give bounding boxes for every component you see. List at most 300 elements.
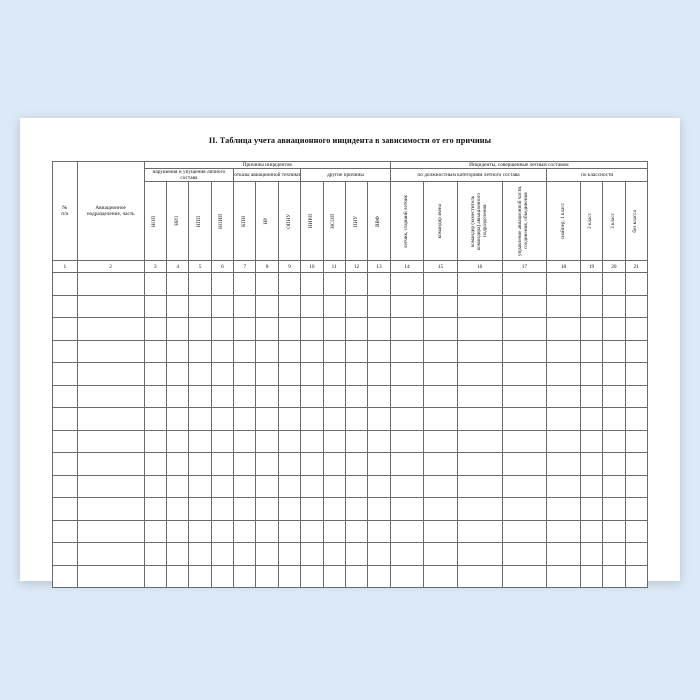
table-cell[interactable] — [580, 295, 602, 318]
table-cell[interactable] — [424, 295, 458, 318]
table-cell[interactable] — [547, 408, 581, 431]
table-cell[interactable] — [502, 385, 547, 408]
table-cell[interactable] — [424, 475, 458, 498]
table-cell[interactable] — [144, 385, 166, 408]
table-cell[interactable] — [301, 363, 323, 386]
table-cell[interactable] — [77, 543, 144, 566]
table-cell[interactable] — [345, 340, 367, 363]
table-cell[interactable] — [625, 273, 647, 296]
table-cell[interactable] — [368, 475, 391, 498]
table-cell[interactable] — [390, 340, 424, 363]
table-cell[interactable] — [234, 543, 256, 566]
table-cell[interactable] — [234, 340, 256, 363]
table-cell[interactable] — [301, 318, 323, 341]
table-cell[interactable] — [625, 295, 647, 318]
table-cell[interactable] — [301, 430, 323, 453]
table-cell[interactable] — [424, 408, 458, 431]
table-cell[interactable] — [53, 453, 78, 476]
table-cell[interactable] — [457, 408, 502, 431]
table-cell[interactable] — [301, 385, 323, 408]
table-cell[interactable] — [189, 565, 211, 588]
table-cell[interactable] — [301, 453, 323, 476]
table-cell[interactable] — [77, 385, 144, 408]
table-cell[interactable] — [77, 363, 144, 386]
table-row[interactable] — [53, 543, 648, 566]
table-cell[interactable] — [167, 430, 189, 453]
table-cell[interactable] — [256, 543, 278, 566]
table-cell[interactable] — [625, 475, 647, 498]
table-row[interactable] — [53, 295, 648, 318]
table-cell[interactable] — [502, 475, 547, 498]
table-cell[interactable] — [53, 498, 78, 521]
table-cell[interactable] — [256, 273, 278, 296]
table-cell[interactable] — [167, 543, 189, 566]
table-cell[interactable] — [580, 363, 602, 386]
table-cell[interactable] — [345, 385, 367, 408]
table-cell[interactable] — [603, 565, 625, 588]
table-cell[interactable] — [234, 475, 256, 498]
table-cell[interactable] — [189, 520, 211, 543]
table-cell[interactable] — [424, 565, 458, 588]
table-cell[interactable] — [547, 273, 581, 296]
table-cell[interactable] — [457, 385, 502, 408]
table-cell[interactable] — [77, 273, 144, 296]
table-cell[interactable] — [547, 565, 581, 588]
table-cell[interactable] — [390, 520, 424, 543]
table-cell[interactable] — [603, 295, 625, 318]
table-cell[interactable] — [211, 295, 233, 318]
table-cell[interactable] — [53, 340, 78, 363]
table-cell[interactable] — [368, 408, 391, 431]
table-cell[interactable] — [390, 565, 424, 588]
table-cell[interactable] — [53, 363, 78, 386]
table-cell[interactable] — [502, 453, 547, 476]
table-cell[interactable] — [278, 543, 300, 566]
table-cell[interactable] — [211, 340, 233, 363]
table-cell[interactable] — [211, 385, 233, 408]
table-cell[interactable] — [189, 475, 211, 498]
table-cell[interactable] — [424, 543, 458, 566]
table-cell[interactable] — [390, 408, 424, 431]
table-cell[interactable] — [345, 273, 367, 296]
table-cell[interactable] — [368, 385, 391, 408]
table-cell[interactable] — [603, 498, 625, 521]
table-cell[interactable] — [390, 475, 424, 498]
table-cell[interactable] — [278, 295, 300, 318]
table-cell[interactable] — [278, 273, 300, 296]
table-cell[interactable] — [256, 565, 278, 588]
table-cell[interactable] — [189, 385, 211, 408]
table-cell[interactable] — [278, 520, 300, 543]
table-cell[interactable] — [211, 408, 233, 431]
table-cell[interactable] — [368, 565, 391, 588]
table-cell[interactable] — [189, 408, 211, 431]
table-cell[interactable] — [144, 475, 166, 498]
table-cell[interactable] — [580, 318, 602, 341]
table-cell[interactable] — [211, 273, 233, 296]
table-cell[interactable] — [323, 408, 345, 431]
table-cell[interactable] — [167, 520, 189, 543]
table-cell[interactable] — [345, 565, 367, 588]
table-cell[interactable] — [234, 498, 256, 521]
table-cell[interactable] — [234, 430, 256, 453]
table-cell[interactable] — [368, 520, 391, 543]
table-cell[interactable] — [547, 385, 581, 408]
table-cell[interactable] — [502, 565, 547, 588]
table-cell[interactable] — [256, 498, 278, 521]
table-cell[interactable] — [256, 340, 278, 363]
table-cell[interactable] — [457, 273, 502, 296]
table-cell[interactable] — [580, 565, 602, 588]
table-row[interactable] — [53, 475, 648, 498]
table-cell[interactable] — [547, 475, 581, 498]
table-cell[interactable] — [625, 385, 647, 408]
table-cell[interactable] — [502, 318, 547, 341]
table-cell[interactable] — [580, 430, 602, 453]
table-cell[interactable] — [603, 475, 625, 498]
table-cell[interactable] — [234, 385, 256, 408]
table-cell[interactable] — [603, 318, 625, 341]
table-cell[interactable] — [390, 453, 424, 476]
table-cell[interactable] — [211, 520, 233, 543]
table-cell[interactable] — [167, 340, 189, 363]
table-cell[interactable] — [144, 318, 166, 341]
table-cell[interactable] — [457, 318, 502, 341]
table-cell[interactable] — [167, 453, 189, 476]
table-cell[interactable] — [53, 385, 78, 408]
table-cell[interactable] — [167, 295, 189, 318]
table-cell[interactable] — [211, 565, 233, 588]
table-cell[interactable] — [368, 453, 391, 476]
table-cell[interactable] — [457, 340, 502, 363]
table-cell[interactable] — [323, 318, 345, 341]
table-cell[interactable] — [189, 430, 211, 453]
table-cell[interactable] — [278, 498, 300, 521]
table-cell[interactable] — [323, 273, 345, 296]
table-cell[interactable] — [625, 340, 647, 363]
table-cell[interactable] — [53, 520, 78, 543]
table-cell[interactable] — [323, 363, 345, 386]
table-cell[interactable] — [189, 318, 211, 341]
table-cell[interactable] — [625, 430, 647, 453]
table-cell[interactable] — [502, 520, 547, 543]
table-cell[interactable] — [53, 430, 78, 453]
table-cell[interactable] — [189, 453, 211, 476]
table-cell[interactable] — [547, 363, 581, 386]
table-cell[interactable] — [547, 543, 581, 566]
table-cell[interactable] — [189, 273, 211, 296]
table-cell[interactable] — [323, 565, 345, 588]
table-cell[interactable] — [144, 565, 166, 588]
table-cell[interactable] — [144, 363, 166, 386]
table-cell[interactable] — [256, 453, 278, 476]
table-cell[interactable] — [278, 475, 300, 498]
table-cell[interactable] — [345, 430, 367, 453]
table-cell[interactable] — [167, 498, 189, 521]
table-cell[interactable] — [547, 520, 581, 543]
table-cell[interactable] — [234, 565, 256, 588]
table-cell[interactable] — [167, 363, 189, 386]
table-cell[interactable] — [301, 475, 323, 498]
table-cell[interactable] — [234, 520, 256, 543]
table-cell[interactable] — [368, 498, 391, 521]
table-cell[interactable] — [167, 408, 189, 431]
table-cell[interactable] — [189, 340, 211, 363]
table-cell[interactable] — [390, 498, 424, 521]
table-cell[interactable] — [368, 273, 391, 296]
table-cell[interactable] — [547, 430, 581, 453]
table-cell[interactable] — [144, 295, 166, 318]
table-cell[interactable] — [368, 340, 391, 363]
table-cell[interactable] — [53, 475, 78, 498]
table-cell[interactable] — [547, 453, 581, 476]
table-cell[interactable] — [278, 408, 300, 431]
table-cell[interactable] — [580, 543, 602, 566]
table-cell[interactable] — [368, 295, 391, 318]
table-cell[interactable] — [625, 543, 647, 566]
table-cell[interactable] — [167, 475, 189, 498]
table-cell[interactable] — [457, 430, 502, 453]
table-cell[interactable] — [323, 475, 345, 498]
table-cell[interactable] — [424, 273, 458, 296]
table-cell[interactable] — [580, 340, 602, 363]
table-cell[interactable] — [625, 520, 647, 543]
table-cell[interactable] — [234, 408, 256, 431]
table-cell[interactable] — [234, 273, 256, 296]
table-cell[interactable] — [502, 363, 547, 386]
table-cell[interactable] — [323, 520, 345, 543]
table-cell[interactable] — [457, 363, 502, 386]
table-cell[interactable] — [53, 318, 78, 341]
table-row[interactable] — [53, 520, 648, 543]
table-cell[interactable] — [603, 408, 625, 431]
table-cell[interactable] — [457, 565, 502, 588]
table-cell[interactable] — [603, 430, 625, 453]
table-cell[interactable] — [390, 363, 424, 386]
table-row[interactable] — [53, 408, 648, 431]
table-cell[interactable] — [603, 543, 625, 566]
table-row[interactable] — [53, 385, 648, 408]
table-cell[interactable] — [211, 475, 233, 498]
table-cell[interactable] — [53, 273, 78, 296]
table-cell[interactable] — [603, 363, 625, 386]
table-cell[interactable] — [345, 408, 367, 431]
table-cell[interactable] — [580, 498, 602, 521]
table-cell[interactable] — [368, 363, 391, 386]
table-cell[interactable] — [502, 408, 547, 431]
table-cell[interactable] — [77, 475, 144, 498]
table-cell[interactable] — [77, 430, 144, 453]
table-cell[interactable] — [278, 453, 300, 476]
table-cell[interactable] — [424, 318, 458, 341]
table-cell[interactable] — [625, 453, 647, 476]
table-cell[interactable] — [345, 453, 367, 476]
table-cell[interactable] — [547, 295, 581, 318]
table-cell[interactable] — [502, 543, 547, 566]
table-cell[interactable] — [144, 543, 166, 566]
table-cell[interactable] — [211, 498, 233, 521]
table-cell[interactable] — [625, 408, 647, 431]
table-cell[interactable] — [345, 543, 367, 566]
table-cell[interactable] — [457, 475, 502, 498]
table-cell[interactable] — [144, 498, 166, 521]
table-cell[interactable] — [580, 273, 602, 296]
table-cell[interactable] — [345, 498, 367, 521]
table-cell[interactable] — [502, 295, 547, 318]
table-cell[interactable] — [625, 363, 647, 386]
table-cell[interactable] — [323, 385, 345, 408]
table-cell[interactable] — [390, 273, 424, 296]
table-cell[interactable] — [424, 340, 458, 363]
table-cell[interactable] — [345, 318, 367, 341]
table-cell[interactable] — [547, 318, 581, 341]
table-cell[interactable] — [301, 408, 323, 431]
table-row[interactable] — [53, 430, 648, 453]
table-row[interactable] — [53, 565, 648, 588]
table-cell[interactable] — [53, 408, 78, 431]
table-cell[interactable] — [211, 363, 233, 386]
table-cell[interactable] — [424, 385, 458, 408]
table-cell[interactable] — [278, 340, 300, 363]
table-cell[interactable] — [234, 363, 256, 386]
table-cell[interactable] — [457, 498, 502, 521]
table-cell[interactable] — [301, 295, 323, 318]
table-cell[interactable] — [424, 363, 458, 386]
table-cell[interactable] — [502, 498, 547, 521]
table-cell[interactable] — [256, 363, 278, 386]
table-row[interactable] — [53, 273, 648, 296]
table-cell[interactable] — [189, 543, 211, 566]
table-cell[interactable] — [368, 430, 391, 453]
table-cell[interactable] — [211, 430, 233, 453]
table-cell[interactable] — [547, 340, 581, 363]
table-cell[interactable] — [53, 543, 78, 566]
table-cell[interactable] — [167, 385, 189, 408]
table-cell[interactable] — [234, 453, 256, 476]
table-cell[interactable] — [167, 565, 189, 588]
table-cell[interactable] — [323, 453, 345, 476]
table-cell[interactable] — [502, 340, 547, 363]
table-cell[interactable] — [390, 318, 424, 341]
table-cell[interactable] — [256, 318, 278, 341]
table-cell[interactable] — [603, 385, 625, 408]
table-cell[interactable] — [603, 273, 625, 296]
table-cell[interactable] — [301, 543, 323, 566]
table-cell[interactable] — [189, 363, 211, 386]
table-cell[interactable] — [234, 318, 256, 341]
table-cell[interactable] — [144, 273, 166, 296]
table-cell[interactable] — [603, 453, 625, 476]
table-cell[interactable] — [580, 475, 602, 498]
table-cell[interactable] — [603, 340, 625, 363]
table-cell[interactable] — [502, 430, 547, 453]
table-cell[interactable] — [77, 453, 144, 476]
table-cell[interactable] — [301, 520, 323, 543]
table-row[interactable] — [53, 498, 648, 521]
table-cell[interactable] — [211, 453, 233, 476]
table-cell[interactable] — [53, 565, 78, 588]
table-cell[interactable] — [256, 385, 278, 408]
table-cell[interactable] — [144, 520, 166, 543]
table-cell[interactable] — [278, 565, 300, 588]
table-cell[interactable] — [301, 498, 323, 521]
table-cell[interactable] — [167, 273, 189, 296]
table-cell[interactable] — [580, 453, 602, 476]
table-cell[interactable] — [256, 430, 278, 453]
table-cell[interactable] — [625, 498, 647, 521]
table-cell[interactable] — [603, 520, 625, 543]
table-cell[interactable] — [278, 363, 300, 386]
table-cell[interactable] — [424, 520, 458, 543]
table-cell[interactable] — [77, 295, 144, 318]
table-cell[interactable] — [323, 498, 345, 521]
table-cell[interactable] — [144, 340, 166, 363]
table-cell[interactable] — [323, 430, 345, 453]
table-cell[interactable] — [457, 453, 502, 476]
table-cell[interactable] — [167, 318, 189, 341]
table-cell[interactable] — [256, 520, 278, 543]
table-cell[interactable] — [345, 363, 367, 386]
table-cell[interactable] — [424, 430, 458, 453]
table-cell[interactable] — [256, 475, 278, 498]
table-cell[interactable] — [144, 430, 166, 453]
table-cell[interactable] — [457, 543, 502, 566]
table-cell[interactable] — [77, 498, 144, 521]
table-cell[interactable] — [189, 295, 211, 318]
table-cell[interactable] — [424, 498, 458, 521]
table-cell[interactable] — [256, 295, 278, 318]
table-cell[interactable] — [390, 295, 424, 318]
table-cell[interactable] — [368, 318, 391, 341]
table-cell[interactable] — [144, 408, 166, 431]
table-cell[interactable] — [580, 408, 602, 431]
table-cell[interactable] — [211, 318, 233, 341]
table-row[interactable] — [53, 318, 648, 341]
table-cell[interactable] — [457, 295, 502, 318]
table-cell[interactable] — [77, 520, 144, 543]
table-cell[interactable] — [390, 385, 424, 408]
table-cell[interactable] — [77, 318, 144, 341]
table-cell[interactable] — [580, 385, 602, 408]
table-cell[interactable] — [301, 565, 323, 588]
table-cell[interactable] — [345, 475, 367, 498]
table-cell[interactable] — [278, 430, 300, 453]
table-row[interactable] — [53, 340, 648, 363]
table-cell[interactable] — [77, 340, 144, 363]
table-cell[interactable] — [625, 318, 647, 341]
table-cell[interactable] — [424, 453, 458, 476]
table-cell[interactable] — [457, 520, 502, 543]
table-cell[interactable] — [547, 498, 581, 521]
table-cell[interactable] — [301, 340, 323, 363]
table-cell[interactable] — [278, 385, 300, 408]
table-cell[interactable] — [345, 520, 367, 543]
table-cell[interactable] — [390, 543, 424, 566]
table-cell[interactable] — [77, 408, 144, 431]
table-cell[interactable] — [502, 273, 547, 296]
table-cell[interactable] — [625, 565, 647, 588]
table-cell[interactable] — [580, 520, 602, 543]
table-cell[interactable] — [323, 543, 345, 566]
table-cell[interactable] — [368, 543, 391, 566]
table-cell[interactable] — [256, 408, 278, 431]
table-cell[interactable] — [301, 273, 323, 296]
table-cell[interactable] — [189, 498, 211, 521]
table-cell[interactable] — [323, 295, 345, 318]
table-row[interactable] — [53, 363, 648, 386]
table-cell[interactable] — [390, 430, 424, 453]
table-cell[interactable] — [144, 453, 166, 476]
